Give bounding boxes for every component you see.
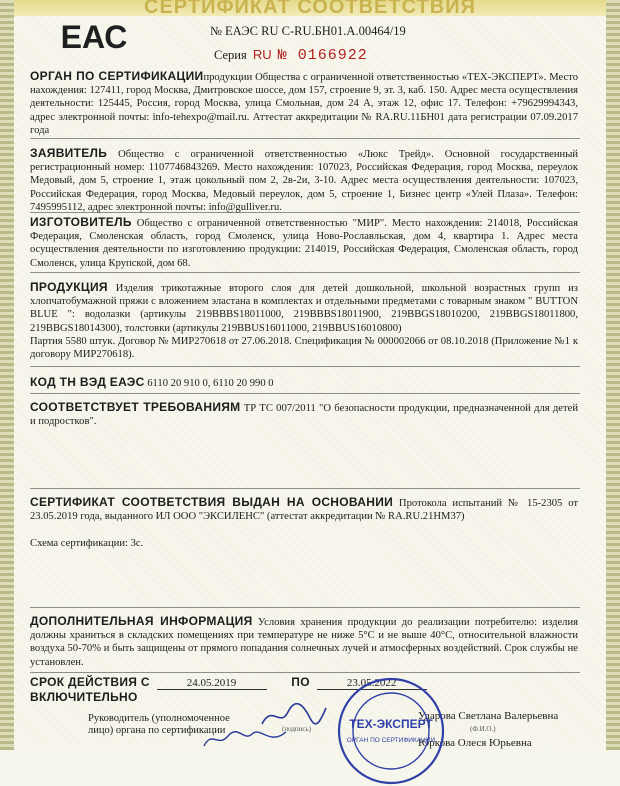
series-line [214,47,368,64]
stamp-sub-text: ОРГАН ПО СЕРТИФИКАЦИИ [346,737,436,744]
divider [30,488,580,489]
manufacturer-section [30,216,578,270]
divider [30,672,580,673]
certificate-title: СЕРТИФИКАТ СООТВЕТСТВИЯ [144,0,476,18]
additional-label: ДОПОЛНИТЕЛЬНАЯ ИНФОРМАЦИЯ [30,614,253,628]
divider [30,366,580,367]
validity-from-label: СРОК ДЕЙСТВИЯ С [30,675,150,689]
requirements-section [30,401,578,428]
product-label: ПРОДУКЦИЯ [30,280,108,294]
head-label-line-2: лицо) органа по сертификации [88,725,226,736]
additional-text: Условия хранения продукции до реализации потребителю: изделия должны храниться в складских помещениях при температуре не ниже 5°С и не выше 40°С, относительной влажности воздуха 50-70% и быть защищены от прямого попадания солнечных лучей и атмосферных воздействий. Срок службы не установлен. [30,617,578,668]
divider [30,138,580,139]
right-ornament-border [606,0,620,750]
sign-hint: (подпись) [282,725,312,733]
left-ornament-border [0,0,14,750]
tnved-label: КОД ТН ВЭД ЕАЭС [30,375,145,389]
tnved-section [30,376,578,390]
series-code: RU [252,47,272,62]
fio-hint: (Ф.И.О.) [470,725,496,733]
product-section [30,281,578,361]
divider [30,607,580,608]
expert-name: Юркова Олеся Юрьевна [418,737,532,749]
manufacturer-label: ИЗГОТОВИТЕЛЬ [30,215,132,229]
validity-inclusive-label: ВКЛЮЧИТЕЛЬНО [30,690,138,704]
product-batch: Партия 5580 штук. Договор № МИР270618 от 27.06.2018. Спецификация № 000002066 от 08.10.2018 (Приложение №1 к договору МИР270618). [30,335,578,361]
manufacturer-text: Общество с ограниченной ответственностью "МИР". Место нахождения: 214018, Российская Федерация, Смоленская область, город Смоленск, улица Ново-Рославльская, дом 4, квартира 1. Адрес места осуществления деятельности по изготовлению продукции: 214019, Российская Федерация, Смоленская область, город Смоленск, улица Крупской, дом 68. [30,218,579,269]
additional-section [30,615,578,669]
eac-logo-text: ЕАС [60,19,128,55]
applicant-section [30,147,578,214]
validity-date-to: 23.05.2022 [317,677,427,690]
validity-to-label: ПО [291,675,310,689]
applicant-text: Общество с ограниченной ответственностью «Люкс Трейд». Основной государственный регистрационный номер: 1107746843269. Место нахождения: 107023, Российская Федерация, город Москва, переулок Медовый, дом 5, строение 1, этаж цокольный пом 2, 2в-2и, 3-10. Адрес места осуществления деятельности: 107023, Российская Федерация, город Москва, Медовый переулок, дом 5, строение 1, Бизнес центр «Улей Плаза». Телефон: 74959951​12, адрес электронной почты: info@gulliver.ru. [30,149,578,213]
series-label: Серия [214,48,247,62]
divider [30,272,580,273]
expert-signature-icon [200,728,290,750]
divider [30,393,580,394]
basis-section [30,496,578,523]
stamp-center-text: ТЕХ-ЭКСПЕРТ [349,717,433,731]
requirements-label: СООТВЕТСТВУЕТ ТРЕБОВАНИЯМ [30,400,241,414]
organ-section [30,70,578,137]
head-signature-icon [258,700,328,730]
certification-body-stamp-icon [336,676,446,786]
registration-number: № ЕАЭС RU C-RU.БН01.А.00464/19 [210,24,406,38]
head-label-line-1: Руководитель (уполномоченное [88,713,230,724]
applicant-label: ЗАЯВИТЕЛЬ [30,146,108,160]
organ-label: ОРГАН ПО СЕРТИФИКАЦИИ [30,69,204,83]
divider [30,212,580,213]
product-text: Изделия трикотажные второго слоя для детей дошкольной, школьной возрастных групп из хлопчатобумажной пряжи с вложением эластана в комплектах и отдельными предметами с товарным знаком " BUTTON BLUE ": водолазки (артикулы 219BBBS18011000, 219BBBS18011900, 219BBGS18010200, 219BBGS18011800, 219BBGS18014300), толстовки (артикулы 219BBUS16011000, 219BBUS16010800) [30,283,578,334]
basis-label: СЕРТИФИКАТ СООТВЕТСТВИЯ ВЫДАН НА ОСНОВАНИИ [30,495,394,509]
requirements-text: ТР ТС 007/2011 "О безопасности продукции, предназначенной для детей и подростков". [30,403,578,428]
organ-text: продукции Общества с ограниченной ответственностью «ТЕХ-ЭКСПЕРТ». Место нахождения: 127411, город Москва, Дмитровское шоссе, дом 157, строение 9, эт. 3, каб. 150. Адрес места осуществления деятельности: 125445, Россия, город Москва, улица Смольная, дом 24 А, этаж 12, офис 17. Телефон: +79629994343, адрес электронной почты: info-tehexpo@mail.ru. Аттестат аккредитации № RA.RU.11БН01 дата регистрации 07.09.2017 года [30,72,578,136]
basis-text: Протокола испытаний № 15-2305 от 23.05.2019 года, выданного ИЛ ООО "ЭКСИЛЕНС" (аттестат аккредитации № RA.RU.21НМ37) [30,498,578,523]
tnved-value: 6110 20 910 0, 6110 20 990 0 [147,378,274,389]
series-number: № 0166922 [277,47,368,64]
validity-date-from: 24.05.2019 [157,677,267,690]
validity-inclusive [30,690,138,704]
eac-logo-icon [60,10,128,56]
scheme-line: Схема сертификации: 3с. [30,538,144,549]
head-name: Ударова Светлана Валерьевна [418,710,559,722]
